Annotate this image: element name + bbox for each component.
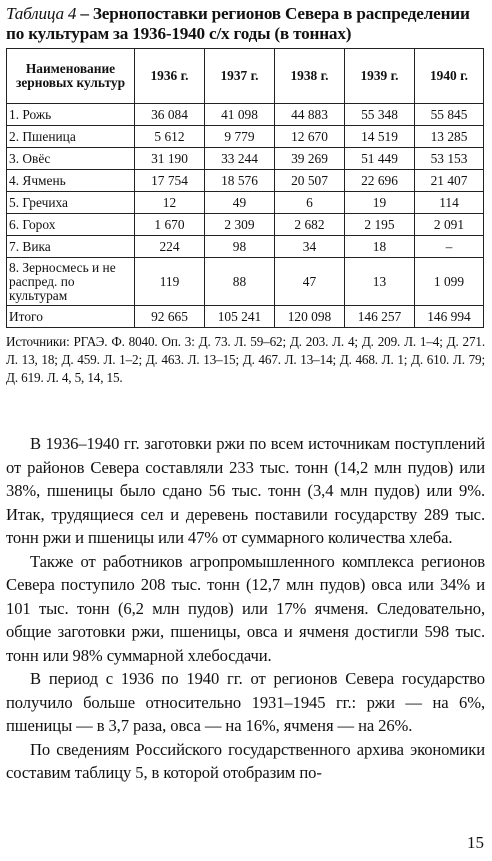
table-cell: 92 665 — [135, 306, 205, 328]
table-cell: 19 — [345, 192, 415, 214]
paragraph: Также от работников агропромышленного комплекса регионов Севера поступило 208 тыс. тонн (12,7 млн пудов) овса или 34% и 101 тыс. тонн (6,2 млн пудов) или 17% ячменя. Следовательно, общие заготовки ржи, пшеницы, овса и ячменя достигли 598 тыс. тонн или 98% суммарной хлебосдачи. — [6, 551, 485, 665]
table-cell: 2 195 — [345, 214, 415, 236]
table-cell: 224 — [135, 236, 205, 258]
table-cell: 105 241 — [205, 306, 275, 328]
table-cell: 146 257 — [345, 306, 415, 328]
table-cell: 53 153 — [415, 148, 484, 170]
table-row — [7, 170, 484, 192]
table-cell: 2 091 — [415, 214, 484, 236]
table-cell: 12 — [135, 192, 205, 214]
table-sources-note: Источники: РГАЭ. Ф. 8040. Оп. 3: Д. 73. Л. 59–62; Д. 203. Л. 4; Д. 209. Л. 1–4; Д. 271. Л. 13, 18; Д. 459. Л. 1–2; Д. 463. Л. 13–15; Д. 467. Л. 13–14; Д. 468. Л. 1; Д. 610. Л. 79; Д. 619. Л. 4, 5, 14, 15. — [6, 334, 485, 385]
table-cell: 1 670 — [135, 214, 205, 236]
table-cell: 44 883 — [275, 104, 345, 126]
table-cell: 18 — [345, 236, 415, 258]
table-row — [7, 148, 484, 170]
table-cell: 12 670 — [275, 126, 345, 148]
table-row — [7, 192, 484, 214]
table-cell: 39 269 — [275, 148, 345, 170]
grain-deliveries-table — [6, 48, 484, 328]
column-header-1938: 1938 г. — [275, 49, 345, 104]
table-cell: 51 449 — [345, 148, 415, 170]
row-label: 5. Гречиха — [7, 192, 135, 214]
table-cell: 88 — [205, 258, 275, 306]
column-header-1939: 1939 г. — [345, 49, 415, 104]
page-number: 15 — [467, 833, 484, 852]
table-cell: 119 — [135, 258, 205, 306]
table-cell: 31 190 — [135, 148, 205, 170]
row-label: Итого — [7, 306, 135, 328]
column-header-1940: 1940 г. — [415, 49, 484, 104]
table-cell: 36 084 — [135, 104, 205, 126]
table-cell: 1 099 — [415, 258, 484, 306]
row-label: 3. Овёс — [7, 148, 135, 170]
table-cell: 55 348 — [345, 104, 415, 126]
table-cell: 18 576 — [205, 170, 275, 192]
table-cell: 2 682 — [275, 214, 345, 236]
table-caption — [6, 4, 484, 44]
row-label: 6. Горох — [7, 214, 135, 236]
table-cell: 17 754 — [135, 170, 205, 192]
table-cell: 20 507 — [275, 170, 345, 192]
table-cell: 13 — [345, 258, 415, 306]
table-cell: 6 — [275, 192, 345, 214]
table-cell: 49 — [205, 192, 275, 214]
column-header-crop: Наименование зерновых культур — [7, 49, 135, 104]
table-cell: 9 779 — [205, 126, 275, 148]
row-label: 4. Ячмень — [7, 170, 135, 192]
table-cell: 34 — [275, 236, 345, 258]
table-cell: 47 — [275, 258, 345, 306]
table-cell: 33 244 — [205, 148, 275, 170]
row-label: 2. Пшеница — [7, 126, 135, 148]
table-cell: 55 845 — [415, 104, 484, 126]
paragraph: В 1936–1940 гг. заготовки ржи по всем источникам поступлений от районов Севера составляли 233 тыс. тонн (14,2 млн пудов) или 38%, пшеницы было сдано 56 тыс. тонн (3,4 млн пудов) или 9%. Итак, трудящиеся сел и деревень поставили государству 289 тыс. тонн ржи и пшеницы или 47% от суммарного количества хлеба. — [6, 434, 485, 547]
table-caption-label: Таблица 4 — [6, 4, 77, 23]
table-cell: 98 — [205, 236, 275, 258]
column-header-1936: 1936 г. — [135, 49, 205, 104]
row-label: 8. Зерносмесь и не распред. по культурам — [7, 258, 135, 306]
table-caption-title: – Зернопоставки регионов Севера в распределении по культурам за 1936-1940 с/х годы (в тоннах) — [6, 4, 470, 43]
row-label: 7. Вика — [7, 236, 135, 258]
column-header-1937: 1937 г. — [205, 49, 275, 104]
table-row — [7, 126, 484, 148]
table-header-row — [7, 49, 484, 104]
table-total-row — [7, 306, 484, 328]
table-cell: 13 285 — [415, 126, 484, 148]
table-cell: 14 519 — [345, 126, 415, 148]
table-cell: – — [415, 236, 484, 258]
row-label: 1. Рожь — [7, 104, 135, 126]
paragraph: В период с 1936 по 1940 гг. от регионов Севера государство получило больше относительно 1931–1945 гг.: ржи — на 6%, пшеницы — в 3,7 раза, овса — на 16%, ячменя — на 26%. — [6, 669, 485, 735]
paragraph: По сведениям Российского государственного архива экономики составим таблицу 5, в которой отобразим по- — [6, 739, 485, 782]
table-cell: 5 612 — [135, 126, 205, 148]
body-text — [6, 432, 485, 785]
table-row — [7, 214, 484, 236]
table-cell: 146 994 — [415, 306, 484, 328]
table-row — [7, 236, 484, 258]
table-cell: 114 — [415, 192, 484, 214]
table-row — [7, 258, 484, 306]
table-cell: 22 696 — [345, 170, 415, 192]
table-cell: 2 309 — [205, 214, 275, 236]
table-cell: 41 098 — [205, 104, 275, 126]
table-cell: 21 407 — [415, 170, 484, 192]
table-row — [7, 104, 484, 126]
table-cell: 120 098 — [275, 306, 345, 328]
